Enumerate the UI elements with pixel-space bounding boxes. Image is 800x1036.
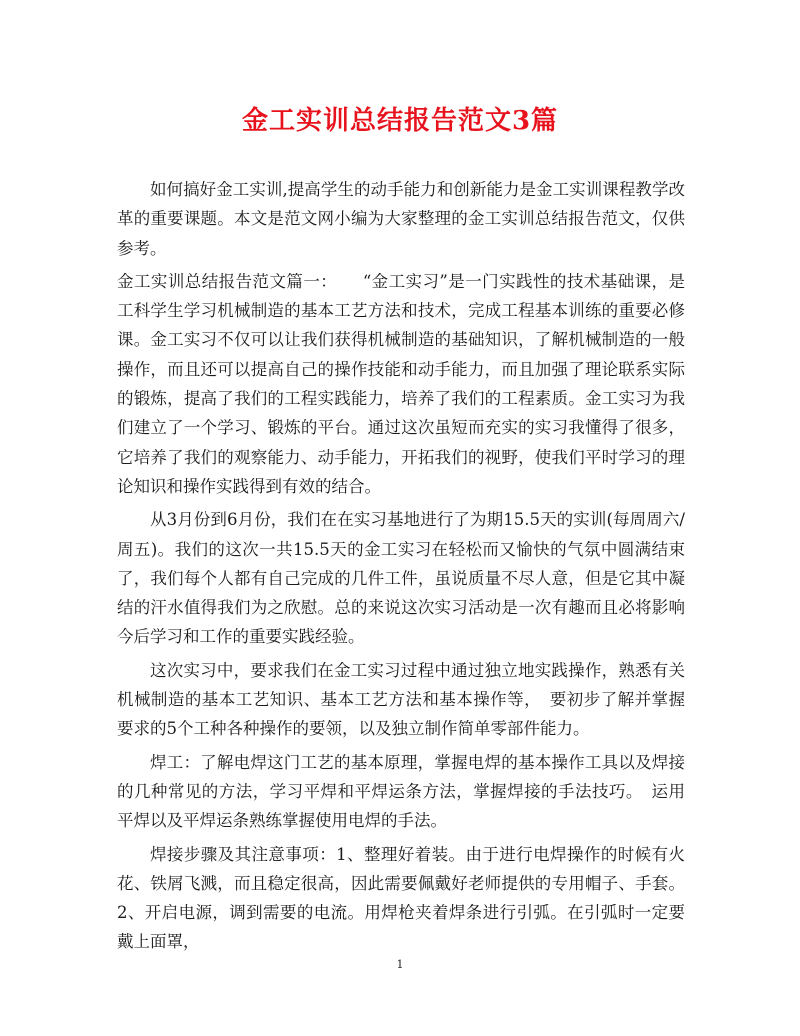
page-number: 1	[396, 958, 404, 971]
page-title: 金工实训总结报告范文3篇	[241, 106, 559, 136]
paragraph-intro: 如何搞好金工实训,提高学生的动手能力和创新能力是金工实训课程教学改革的重要课题。本文是范文网小编为大家整理的金工实训总结报告范文，仅供参考。	[117, 180, 685, 258]
paragraph-welding-steps: 焊接步骤及其注意事项：1、整理好着装。由于进行电焊操作的时候有火花、铁屑飞溅，而且稳定很高，因此需要佩戴好老师提供的专用帽子、手套。2、开启电源，调到需要的电流。用焊枪夹着焊条进行引弧。在引弧时一定要戴上面罩，	[117, 844, 685, 952]
paragraph-welding: 焊工：了解电焊这门工艺的基本原理，掌握电焊的基本操作工具以及焊接的几种常见的方法，学习平焊和平焊运条方法，掌握焊接的手法技巧。 运用平焊以及平焊运条熟练掌握使用电焊的手法。	[117, 752, 685, 831]
paragraph-schedule: 从3月份到6月份，我们在在实习基地进行了为期15.5天的实训(每周周六/周五)。我们的这次一共15.5天的金工实习在轻松而又愉快的气氛中圆满结束了，我们每个人都有自己完成的几件工件，虽说质量不尽人意，但是它其中凝结的汗水值得我们为之欣慰。总的来说这次实习活动是一次有趣而且必将影响今后学习和工作的重要实践经验。	[117, 510, 685, 647]
paragraph-requirements: 这次实习中，要求我们在金工实习过程中通过独立地实践操作，熟悉有关机械制造的基本工艺知识、基本工艺方法和基本操作等， 要初步了解并掌握要求的5个工种各种操作的要领，以及独立制作简单零部件能力。	[117, 660, 685, 739]
document-body	[117, 175, 685, 961]
paragraph-article-one: 金工实训总结报告范文篇一： “金工实习”是一门实践性的技术基础课，是工科学生学习机械制造的基本工艺方法和技术，完成工程基本训练的重要必修课。金工实习不仅可以让我们获得机械制造的基础知识，了解机械制造的一般操作，而且还可以提高自己的操作技能和动手能力，而且加强了理论联系实际的锻炼，提高了我们的工程实践能力，培养了我们的工程素质。金工实习为我们建立了一个学习、锻炼的平台。通过这次虽短而充实的实习我懂得了很多，它培养了我们的观察能力、动手能力，开拓我们的视野，使我们平时学习的理论知识和操作实践得到有效的结合。	[117, 271, 685, 496]
